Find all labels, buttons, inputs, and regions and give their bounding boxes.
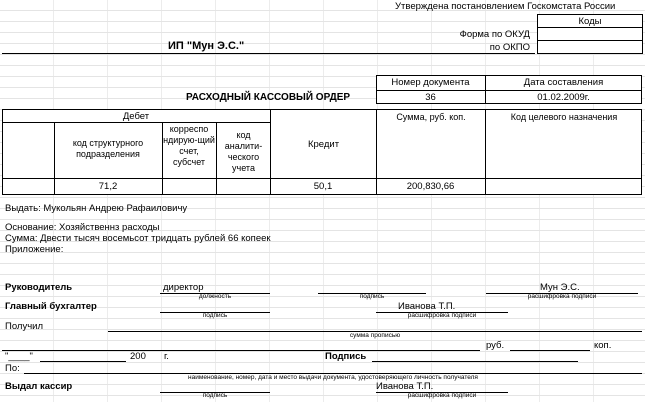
sign-label: Подпись	[325, 351, 367, 362]
approval-note: Утверждена постановлением Госкомстата России	[395, 1, 616, 12]
chief-label: Главный бухгалтер	[5, 301, 97, 312]
recipient-signature-line	[372, 361, 578, 362]
doc-date-label: Дата составления	[523, 77, 604, 88]
basis-line: Основание: Хозяйственнз расходы	[5, 222, 160, 233]
head-decode-caption: расшифровка подписи	[527, 293, 597, 300]
sum-header: Сумма, руб. коп.	[396, 112, 466, 122]
cashier-signature-caption: подпись	[202, 392, 228, 399]
chief-signature-caption: подпись	[202, 312, 228, 319]
table-header-divider	[2, 178, 642, 179]
okpo-label: по ОКПО	[489, 42, 530, 53]
cashier-label: Выдал кассир	[5, 381, 73, 392]
head-name: Мун Э.С.	[540, 282, 580, 293]
col-divider	[485, 109, 486, 195]
row-credit: 50,1	[313, 181, 333, 192]
kop-label: коп.	[594, 340, 612, 351]
by-label: По:	[5, 363, 20, 374]
head-label: Руководитель	[5, 282, 73, 293]
codes-divider	[537, 27, 643, 28]
col-account-header: корреспо ндирую-щий счет, субсчет	[163, 124, 215, 167]
doc-number-label: Номер документа	[391, 77, 470, 88]
date-month-line	[40, 361, 126, 362]
year-suffix: г.	[164, 351, 169, 362]
debit-divider	[2, 122, 271, 123]
cashier-name: Иванова Т.П.	[376, 381, 434, 392]
okud-label: Форма по ОКУД	[459, 29, 530, 40]
debit-header: Дебет	[122, 111, 150, 122]
document-title: РАСХОДНЫЙ КАССОВЫЙ ОРДЕР	[186, 92, 351, 103]
chief-name: Иванова Т.П.	[398, 301, 456, 312]
codes-divider	[537, 40, 643, 41]
doc-number-value: 36	[425, 92, 436, 103]
year-label: 200	[130, 351, 146, 362]
issue-line: Выдать: Мукольян Андрею Рафаиловичу	[5, 203, 188, 214]
credit-header: Кредит	[307, 139, 340, 150]
date-prefix: "____"	[5, 351, 33, 362]
sum-words-caption: сумма прописью	[349, 332, 401, 339]
kop-line	[510, 350, 590, 351]
row-unit: 71,2	[98, 181, 118, 192]
rub-label: руб.	[486, 340, 505, 351]
received-label: Получил	[5, 321, 43, 332]
id-doc-caption: наименование, номер, дата и место выдачи документа, удостоверяющего личность получателя	[188, 374, 478, 381]
codes-label: Коды	[578, 16, 602, 27]
chief-decode-caption: расшифровка подписи	[407, 312, 477, 319]
head-position: директор	[163, 282, 204, 293]
amount-line: Сумма: Двести тысяч восемьсот тридцать рублей 66 копеек	[5, 233, 271, 244]
head-position-caption: должность	[198, 293, 232, 300]
col-divider	[216, 122, 217, 195]
attachment-line: Приложение:	[5, 244, 64, 255]
organization-name: ИП "Мун Э.С."	[168, 40, 245, 52]
sum-words-line	[2, 350, 480, 351]
doc-date-value: 01.02.2009г.	[537, 92, 590, 103]
col-unit-header: код структурного подразделения	[72, 138, 144, 159]
organization-underline	[2, 53, 535, 54]
purpose-header: Код целевого назначения	[510, 112, 618, 122]
head-signature-caption: подпись	[359, 293, 385, 300]
row-sum: 200,830,66	[406, 181, 455, 192]
cashier-decode-caption: расшифровка подписи	[407, 392, 477, 399]
col-analytic-header: код аналити-ческого учета	[224, 130, 263, 173]
doc-number-divider	[376, 90, 642, 91]
